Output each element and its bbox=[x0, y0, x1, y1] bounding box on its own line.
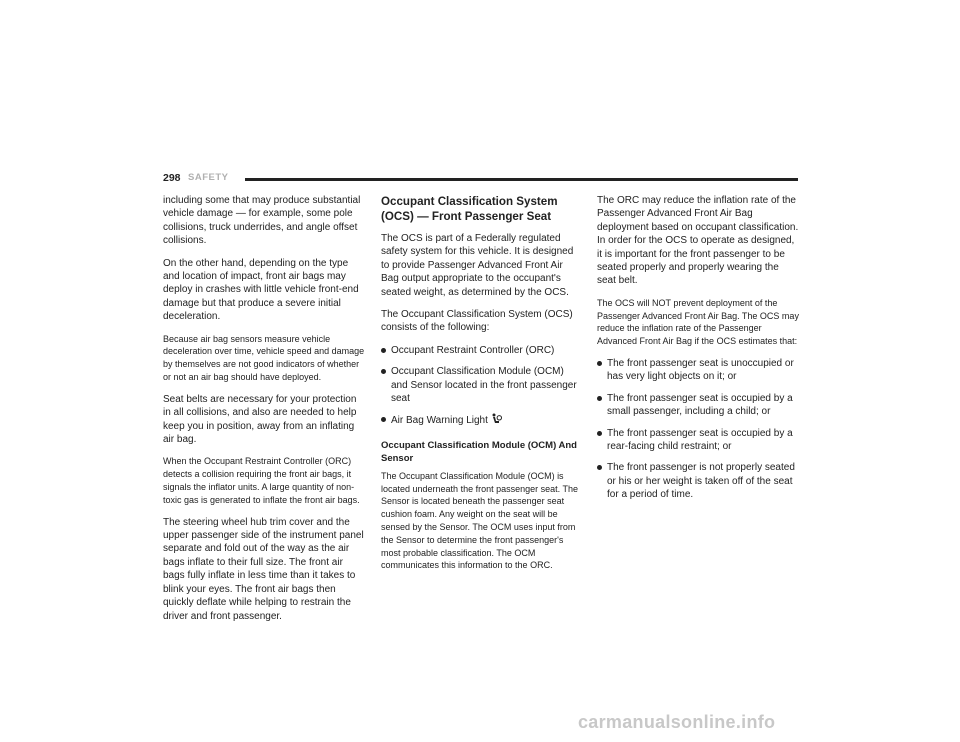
paragraph: The OCS will NOT prevent deployment of the Passenger Advanced Front Air Bag. The OCS may reduce the inflation rate of the Passenger Advanced Front Air Bag if the OCS estimates that: bbox=[597, 297, 799, 347]
paragraph: Seat belts are necessary for your protection in all collisions, and also are needed to help keep you in position, away from an inflating air bag. bbox=[163, 393, 357, 446]
paragraph: On the other hand, depending on the type and location of impact, front air bags may deploy in crashes with little vehicle front-end damage but that produce a severe initial deceleration. bbox=[163, 257, 359, 323]
paragraph: When the Occupant Restraint Controller (ORC) detects a collision requiring the front air bags, it signals the inflator units. A large quantity of non-toxic gas is generated to inflate the front air bags. bbox=[163, 456, 360, 505]
list-item: The front passenger seat is occupied by a small passenger, including a child; or bbox=[597, 392, 799, 419]
ocs-components-list bbox=[381, 344, 583, 430]
paragraph: The OCS is part of a Federally regulated safety system for this vehicle. It is designed to provide Passenger Advanced Front Air Bag output appropriate to the occupant's seated weight, as determined by the OCS. bbox=[381, 233, 574, 298]
list-item: The front passenger is not properly seated or his or her weight is taken off of the seat for a period of time. bbox=[597, 461, 799, 501]
paragraph: The Occupant Classification Module (OCM) is located underneath the front passenger seat. The Sensor is located beneath the passenger seat cushion foam. Any weight on the seat will be sensed by the Sensor. The OCM uses input from the Sensor to determine the front passenger's most probable classification. The OCM communicates this information to the ORC. bbox=[381, 470, 578, 571]
column-left bbox=[163, 194, 365, 632]
list-item: Occupant Restraint Controller (ORC) bbox=[381, 344, 583, 357]
list-item: The front passenger seat is unoccupied or has very light objects on it; or bbox=[597, 357, 799, 384]
column-middle bbox=[381, 194, 583, 581]
header-rule bbox=[245, 178, 798, 181]
paragraph: The Occupant Classification System (OCS) consists of the following: bbox=[381, 309, 573, 334]
paragraph: including some that may produce substantial vehicle damage — for example, some pole collisions, truck underrides, and angle offset collisions. bbox=[163, 195, 361, 247]
paragraph: The steering wheel hub trim cover and the upper passenger side of the instrument panel separate and fold out of the way as the air bags inflate to their full size. The front air bags fully inflate in less time than it takes to blink your eyes. The front air bags then quickly deflate while helping to restrain the driver and front passenger. bbox=[163, 516, 364, 622]
list-item: Occupant Classification Module (OCM) and Sensor located in the front passenger seat bbox=[381, 365, 583, 405]
list-item: The front passenger seat is occupied by a rear-facing child restraint; or bbox=[597, 427, 799, 454]
paragraph: The ORC may reduce the inflation rate of the Passenger Advanced Front Air Bag deployment based on occupant classification. In order for the OCS to operate as designed, it is important for the front passenger to be seated properly and properly wearing the seat belt. bbox=[597, 195, 799, 287]
list-item-label: Air Bag Warning Light bbox=[391, 415, 488, 427]
subheading: Occupant Classification Module (OCM) And Sensor bbox=[381, 439, 577, 464]
airbag-warning-icon bbox=[491, 413, 502, 429]
page-number: 298 bbox=[163, 172, 181, 184]
section-title: SAFETY bbox=[188, 172, 229, 183]
paragraph: Because air bag sensors measure vehicle deceleration over time, vehicle speed and damage by themselves are not good indicators of whether or not an air bag should have deployed. bbox=[163, 333, 365, 383]
list-item bbox=[381, 413, 583, 429]
section-heading: Occupant Classification System (OCS) — Front Passenger Seat bbox=[381, 195, 558, 223]
ocs-conditions-list bbox=[597, 357, 799, 502]
column-right bbox=[597, 194, 799, 511]
page-header bbox=[163, 172, 798, 188]
watermark: carmanualsonline.info bbox=[578, 712, 776, 732]
